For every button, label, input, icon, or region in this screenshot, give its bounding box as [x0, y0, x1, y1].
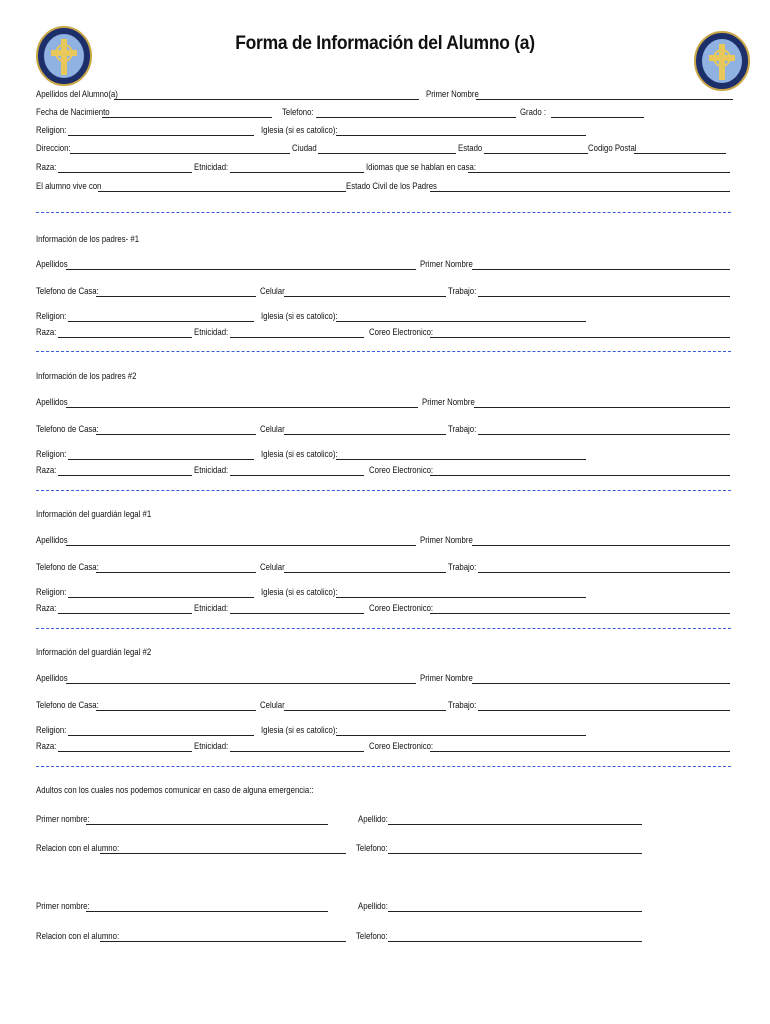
field-apellidos[interactable]	[66, 545, 416, 546]
parent1-row-4	[36, 327, 733, 339]
field-estado[interactable]	[484, 153, 588, 154]
field-codigo-postal[interactable]	[634, 153, 726, 154]
label-estado: Estado	[458, 143, 483, 154]
label-telefono: Telefono:	[356, 931, 388, 942]
field-raza[interactable]	[58, 475, 192, 476]
label-primer-nombre: Primer Nombre	[422, 397, 475, 408]
field-fecha-nacimiento[interactable]	[102, 117, 272, 118]
guardian1-row-3	[36, 587, 733, 599]
field-trabajo[interactable]	[478, 434, 730, 435]
field-primer-nombre[interactable]	[86, 911, 328, 912]
guardian2-row-4	[36, 741, 733, 753]
label-primer-nombre: Primer Nombre	[420, 673, 473, 684]
label-idiomas: Idiomas que se hablan en casa:	[366, 162, 477, 173]
label-correo: Coreo Electronico:	[369, 465, 434, 476]
student-row-2	[36, 107, 733, 119]
label-correo: Coreo Electronico:	[369, 327, 434, 338]
guardian2-row-2	[36, 700, 733, 712]
field-iglesia[interactable]	[336, 135, 586, 136]
label-celular: Celular	[260, 286, 285, 297]
guardian1-row-1	[36, 535, 733, 547]
separator-3	[36, 490, 731, 491]
field-correo[interactable]	[430, 751, 730, 752]
field-telefono[interactable]	[316, 117, 516, 118]
field-telefono[interactable]	[388, 853, 642, 854]
student-row-6	[36, 181, 733, 193]
field-primer-nombre[interactable]	[472, 545, 730, 546]
student-row-3	[36, 125, 733, 137]
field-iglesia[interactable]	[336, 735, 586, 736]
field-direccion[interactable]	[70, 153, 290, 154]
guardian2-row-1	[36, 673, 733, 685]
label-apellidos: Apellidos	[36, 673, 68, 684]
label-raza: Raza:	[36, 162, 57, 173]
label-etnicidad: Etnicidad:	[194, 327, 229, 338]
field-iglesia[interactable]	[336, 459, 586, 460]
field-raza[interactable]	[58, 172, 192, 173]
parent2-row-3	[36, 449, 733, 461]
label-grado: Grado :	[520, 107, 546, 118]
field-telefono-casa[interactable]	[96, 434, 256, 435]
separator-2	[36, 351, 731, 352]
emergency2-row-2	[36, 931, 733, 943]
guardian2-row-3	[36, 725, 733, 737]
label-primer-nombre: Primer nombre:	[36, 901, 90, 912]
label-codigo-postal: Codigo Postal	[588, 143, 637, 154]
field-apellidos-alumno[interactable]	[114, 99, 419, 100]
parent1-row-2	[36, 286, 733, 298]
label-correo: Coreo Electronico:	[369, 603, 434, 614]
form-title: Forma de Información del Alumno (a)	[235, 33, 535, 54]
field-telefono-casa[interactable]	[96, 572, 256, 573]
parent2-row-4	[36, 465, 733, 477]
label-iglesia: Iglesia (si es catolico):	[261, 449, 338, 460]
field-raza[interactable]	[58, 337, 192, 338]
parent2-row-1	[36, 397, 733, 409]
label-apellidos-alumno: Apellidos del Alumno(a)	[36, 89, 118, 100]
label-iglesia: Iglesia (si es catolico):	[261, 125, 338, 136]
label-religion: Religion:	[36, 125, 67, 136]
label-primer-nombre: Primer Nombre	[420, 535, 473, 546]
field-religion[interactable]	[68, 459, 254, 460]
student-row-1	[36, 89, 733, 101]
student-row-5	[36, 162, 733, 174]
field-grado[interactable]	[551, 117, 644, 118]
label-telefono: Telefono:	[356, 843, 388, 854]
field-religion[interactable]	[68, 597, 254, 598]
field-iglesia[interactable]	[336, 597, 586, 598]
field-ciudad[interactable]	[318, 153, 456, 154]
section-heading-guardian1: Información del guardián legal #1	[36, 509, 152, 520]
field-religion[interactable]	[68, 321, 254, 322]
guardian1-row-4	[36, 603, 733, 615]
field-apellidos[interactable]	[66, 683, 416, 684]
field-estado-civil[interactable]	[430, 191, 730, 192]
label-relacion: Relacion con el alumno:	[36, 843, 120, 854]
field-telefono[interactable]	[388, 941, 642, 942]
label-celular: Celular	[260, 562, 285, 573]
label-raza: Raza:	[36, 603, 57, 614]
label-raza: Raza:	[36, 327, 57, 338]
label-etnicidad: Etnicidad:	[194, 465, 229, 476]
label-telefono-casa: Telefono de Casa:	[36, 424, 99, 435]
label-apellidos: Apellidos	[36, 397, 68, 408]
field-etnicidad[interactable]	[230, 172, 364, 173]
separator-4	[36, 628, 731, 629]
label-telefono-casa: Telefono de Casa:	[36, 700, 99, 711]
label-iglesia: Iglesia (si es catolico):	[261, 587, 338, 598]
field-relacion[interactable]	[100, 941, 346, 942]
label-trabajo: Trabajo:	[448, 286, 477, 297]
label-religion: Religion:	[36, 311, 67, 322]
field-telefono-casa[interactable]	[96, 710, 256, 711]
field-iglesia[interactable]	[336, 321, 586, 322]
field-celular[interactable]	[284, 434, 446, 435]
field-primer-nombre[interactable]	[86, 824, 328, 825]
label-iglesia: Iglesia (si es catolico):	[261, 725, 338, 736]
label-celular: Celular	[260, 424, 285, 435]
parent2-row-2	[36, 424, 733, 436]
label-apellido: Apellido:	[358, 901, 388, 912]
label-primer-nombre: Primer nombre:	[36, 814, 90, 825]
field-celular[interactable]	[284, 710, 446, 711]
field-etnicidad[interactable]	[230, 613, 364, 614]
field-celular[interactable]	[284, 296, 446, 297]
emergency1-row-2	[36, 843, 733, 855]
field-trabajo[interactable]	[478, 572, 730, 573]
field-trabajo[interactable]	[478, 710, 730, 711]
field-correo[interactable]	[430, 337, 730, 338]
parent1-row-1	[36, 259, 733, 271]
section-heading-guardian2: Información del guardián legal #2	[36, 647, 152, 658]
label-direccion: Direccion:	[36, 143, 71, 154]
field-apellidos[interactable]	[66, 269, 416, 270]
label-telefono-casa: Telefono de Casa:	[36, 286, 99, 297]
label-correo: Coreo Electronico:	[369, 741, 434, 752]
emergency2-row-1	[36, 901, 733, 913]
label-relacion: Relacion con el alumno:	[36, 931, 120, 942]
field-apellidos[interactable]	[66, 407, 418, 408]
field-vive-con[interactable]	[98, 191, 346, 192]
field-raza[interactable]	[58, 751, 192, 752]
label-etnicidad: Etnicidad:	[194, 741, 229, 752]
label-ciudad: Ciudad	[292, 143, 317, 154]
field-primer-nombre[interactable]	[474, 407, 730, 408]
field-primer-nombre[interactable]	[476, 99, 733, 100]
section-heading-emergency: Adultos con los cuales nos podemos comunicar en caso de alguna emergencia::	[36, 785, 314, 796]
label-primer-nombre: Primer Nombre	[426, 89, 479, 100]
label-etnicidad: Etnicidad:	[194, 603, 229, 614]
field-primer-nombre[interactable]	[472, 683, 730, 684]
field-raza[interactable]	[58, 613, 192, 614]
label-raza: Raza:	[36, 741, 57, 752]
label-telefono: Telefono:	[282, 107, 314, 118]
label-telefono-casa: Telefono de Casa:	[36, 562, 99, 573]
field-etnicidad[interactable]	[230, 475, 364, 476]
field-primer-nombre[interactable]	[472, 269, 730, 270]
field-etnicidad[interactable]	[230, 337, 364, 338]
field-correo[interactable]	[430, 475, 730, 476]
field-trabajo[interactable]	[478, 296, 730, 297]
label-fecha-nacimiento: Fecha de Nacimiento	[36, 107, 110, 118]
separator-1	[36, 212, 731, 213]
section-heading-parent1: Información de los padres- #1	[36, 234, 140, 245]
label-religion: Religion:	[36, 449, 67, 460]
guardian1-row-2	[36, 562, 733, 574]
label-religion: Religion:	[36, 725, 67, 736]
section-heading-parent2: Información de los padres #2	[36, 371, 137, 382]
label-celular: Celular	[260, 700, 285, 711]
field-telefono-casa[interactable]	[96, 296, 256, 297]
label-raza: Raza:	[36, 465, 57, 476]
field-religion[interactable]	[68, 135, 254, 136]
label-apellido: Apellido:	[358, 814, 388, 825]
label-trabajo: Trabajo:	[448, 700, 477, 711]
parent1-row-3	[36, 311, 733, 323]
label-vive-con: El alumno vive con	[36, 181, 102, 192]
label-apellidos: Apellidos	[36, 535, 68, 546]
label-primer-nombre: Primer Nombre	[420, 259, 473, 270]
student-row-4	[36, 143, 733, 155]
field-etnicidad[interactable]	[230, 751, 364, 752]
field-relacion[interactable]	[100, 853, 346, 854]
field-apellido[interactable]	[388, 824, 642, 825]
label-trabajo: Trabajo:	[448, 562, 477, 573]
label-religion: Religion:	[36, 587, 67, 598]
label-iglesia: Iglesia (si es catolico):	[261, 311, 338, 322]
separator-5	[36, 766, 731, 767]
label-trabajo: Trabajo:	[448, 424, 477, 435]
field-correo[interactable]	[430, 613, 730, 614]
field-religion[interactable]	[68, 735, 254, 736]
field-celular[interactable]	[284, 572, 446, 573]
emergency1-row-1	[36, 814, 733, 826]
label-apellidos: Apellidos	[36, 259, 68, 270]
field-apellido[interactable]	[388, 911, 642, 912]
field-idiomas[interactable]	[468, 172, 730, 173]
label-estado-civil: Estado Civil de los Padres	[346, 181, 437, 192]
label-etnicidad: Etnicidad:	[194, 162, 229, 173]
